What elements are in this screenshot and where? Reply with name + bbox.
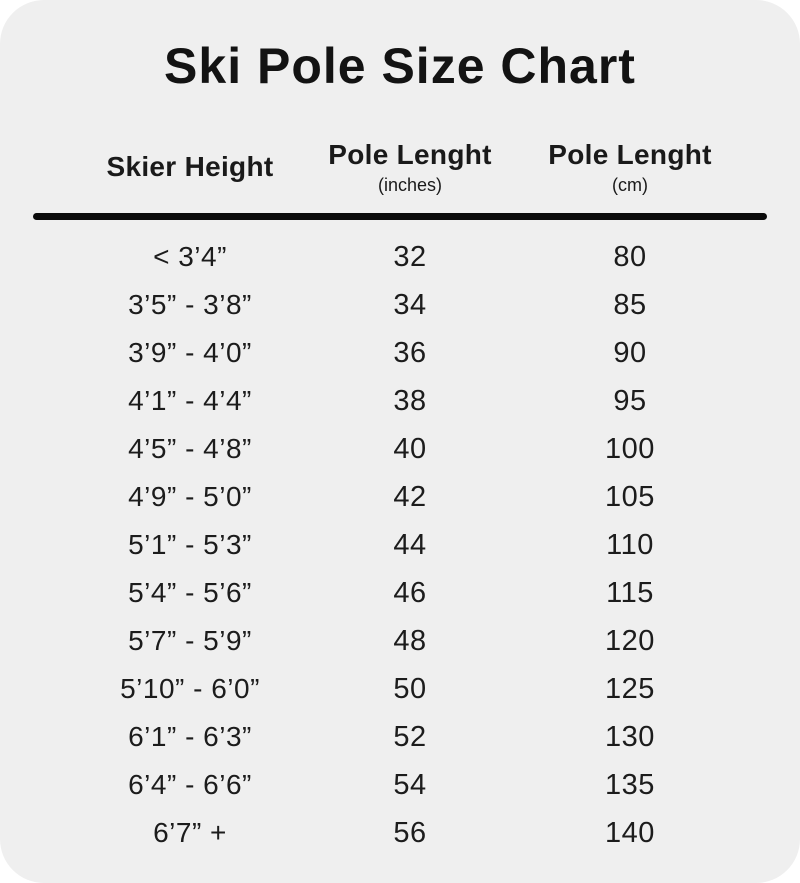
pole-length-cm-cell: 120 — [605, 624, 655, 657]
skier-height-cell: 4’9” - 5’0” — [128, 481, 252, 512]
table-header-row — [80, 138, 800, 196]
skier-height-cell: 4’1” - 4’4” — [128, 385, 252, 416]
pole-length-cm-cell: 125 — [605, 672, 655, 705]
table-body — [0, 233, 800, 857]
table-row — [80, 713, 800, 761]
column-header-pole-length-cm — [520, 138, 740, 196]
table-row — [80, 521, 800, 569]
column-header-label: Pole Lenght — [328, 139, 492, 170]
table-row — [80, 377, 800, 425]
table-row — [80, 329, 800, 377]
column-header-label: Pole Lenght — [548, 139, 712, 170]
pole-length-inches-cell: 32 — [393, 240, 427, 273]
table-row — [80, 569, 800, 617]
skier-height-cell: 3’9” - 4’0” — [128, 337, 252, 368]
pole-length-inches-cell: 40 — [393, 432, 427, 465]
skier-height-cell: 5’1” - 5’3” — [128, 529, 252, 560]
column-header-skier-height — [80, 150, 300, 184]
skier-height-cell: 5’7” - 5’9” — [128, 625, 252, 656]
pole-length-inches-cell: 54 — [393, 768, 427, 801]
table-row — [80, 665, 800, 713]
skier-height-cell: 5’4” - 5’6” — [128, 577, 252, 608]
pole-length-cm-cell: 95 — [613, 384, 647, 417]
pole-length-inches-cell: 46 — [393, 576, 427, 609]
pole-length-inches-cell: 34 — [393, 288, 427, 321]
pole-length-cm-cell: 105 — [605, 480, 655, 513]
skier-height-cell: 6’7” + — [153, 817, 227, 848]
table-row — [80, 233, 800, 281]
pole-length-inches-cell: 48 — [393, 624, 427, 657]
table-row — [80, 281, 800, 329]
pole-length-cm-cell: 100 — [605, 432, 655, 465]
pole-length-inches-cell: 42 — [393, 480, 427, 513]
pole-length-cm-cell: 130 — [605, 720, 655, 753]
skier-height-cell: 4’5” - 4’8” — [128, 433, 252, 464]
pole-length-inches-cell: 44 — [393, 528, 427, 561]
skier-height-cell: 6’1” - 6’3” — [128, 721, 252, 752]
table-row — [80, 473, 800, 521]
pole-length-inches-cell: 50 — [393, 672, 427, 705]
column-header-label: Skier Height — [106, 151, 274, 182]
table-row — [80, 425, 800, 473]
header-divider — [33, 213, 767, 220]
pole-length-cm-cell: 80 — [613, 240, 647, 273]
column-header-unit: (inches) — [377, 175, 443, 195]
pole-length-inches-cell: 52 — [393, 720, 427, 753]
pole-length-cm-cell: 85 — [613, 288, 647, 321]
pole-length-cm-cell: 135 — [605, 768, 655, 801]
page-title: Ski Pole Size Chart — [164, 38, 636, 94]
table-row — [80, 617, 800, 665]
column-header-pole-length-inches — [300, 138, 520, 196]
table-row — [80, 809, 800, 857]
pole-length-cm-cell: 115 — [606, 576, 654, 609]
pole-length-inches-cell: 38 — [393, 384, 427, 417]
pole-length-inches-cell: 56 — [393, 816, 427, 849]
skier-height-cell: < 3’4” — [153, 241, 227, 272]
pole-length-cm-cell: 110 — [606, 528, 654, 561]
column-header-unit: (cm) — [612, 175, 648, 195]
skier-height-cell: 5’10” - 6’0” — [120, 673, 260, 704]
pole-length-cm-cell: 140 — [605, 816, 655, 849]
pole-length-cm-cell: 90 — [613, 336, 647, 369]
table-row — [80, 761, 800, 809]
skier-height-cell: 6’4” - 6’6” — [128, 769, 252, 800]
pole-length-inches-cell: 36 — [393, 336, 427, 369]
skier-height-cell: 3’5” - 3’8” — [128, 289, 252, 320]
